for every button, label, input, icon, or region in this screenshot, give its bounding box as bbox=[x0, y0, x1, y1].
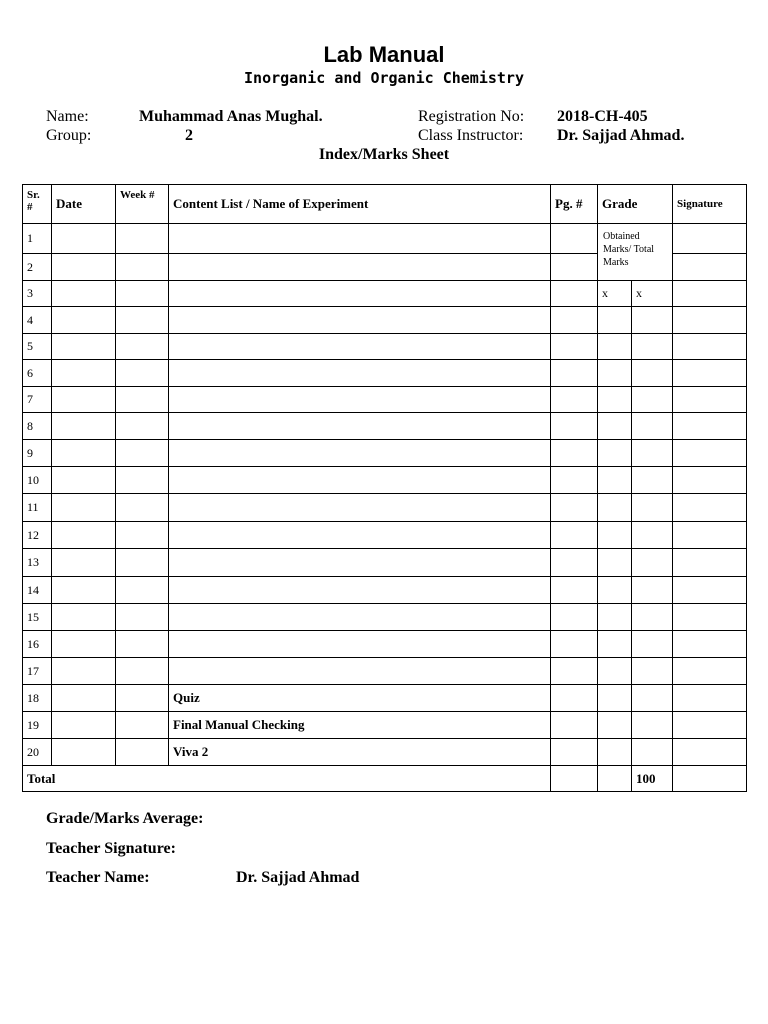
row-week-cell bbox=[116, 387, 169, 413]
total-marks-cell bbox=[632, 467, 673, 494]
header-week: Week # bbox=[116, 185, 169, 224]
row-content-cell bbox=[169, 467, 551, 494]
row-page-cell bbox=[551, 254, 598, 281]
table-row bbox=[23, 281, 747, 307]
table-row bbox=[23, 467, 747, 494]
row-week-cell bbox=[116, 604, 169, 631]
row-content-cell bbox=[169, 440, 551, 467]
row-week-cell bbox=[116, 494, 169, 522]
row-signature-cell bbox=[673, 307, 747, 334]
row-content-cell bbox=[169, 494, 551, 522]
row-date-cell bbox=[52, 334, 116, 360]
row-signature-cell bbox=[673, 254, 747, 281]
row-content-cell bbox=[169, 387, 551, 413]
row-date-cell bbox=[52, 281, 116, 307]
header-signature: Signature bbox=[673, 185, 747, 224]
total-marks-cell bbox=[632, 307, 673, 334]
row-page-cell bbox=[551, 387, 598, 413]
row-sr-cell: 1 bbox=[23, 224, 52, 254]
registration-label: Registration No: bbox=[418, 108, 525, 125]
obtained-marks-cell: x bbox=[598, 281, 632, 307]
row-week-cell bbox=[116, 413, 169, 440]
row-week-cell bbox=[116, 712, 169, 739]
row-content-cell bbox=[169, 658, 551, 685]
row-signature-cell bbox=[673, 413, 747, 440]
row-page-cell bbox=[551, 685, 598, 712]
row-date-cell bbox=[52, 360, 116, 387]
row-page-cell bbox=[551, 577, 598, 604]
row-sr-cell: 5 bbox=[23, 334, 52, 360]
total-marks-cell bbox=[632, 522, 673, 549]
row-week-cell bbox=[116, 685, 169, 712]
obtained-marks-cell bbox=[598, 360, 632, 387]
row-content-cell bbox=[169, 577, 551, 604]
group-value: 2 bbox=[185, 127, 193, 144]
row-page-cell bbox=[551, 604, 598, 631]
row-page-cell bbox=[551, 307, 598, 334]
row-content-cell: Final Manual Checking bbox=[169, 712, 551, 739]
total-marks-cell bbox=[632, 440, 673, 467]
table-row bbox=[23, 631, 747, 658]
row-date-cell bbox=[52, 467, 116, 494]
row-page-cell bbox=[551, 522, 598, 549]
row-page-cell bbox=[551, 413, 598, 440]
row-signature-cell bbox=[673, 577, 747, 604]
row-date-cell bbox=[52, 494, 116, 522]
row-date-cell bbox=[52, 604, 116, 631]
header-grade: Grade bbox=[598, 185, 673, 224]
total-marks-cell bbox=[632, 712, 673, 739]
row-week-cell bbox=[116, 360, 169, 387]
obtained-marks-cell bbox=[598, 307, 632, 334]
row-date-cell bbox=[52, 254, 116, 281]
row-date-cell bbox=[52, 224, 116, 254]
row-signature-cell bbox=[673, 549, 747, 577]
name-label: Name: bbox=[46, 108, 89, 125]
table-row bbox=[23, 604, 747, 631]
row-content-cell bbox=[169, 334, 551, 360]
marks-note-cell: Obtained Marks/ Total Marks bbox=[598, 224, 673, 281]
obtained-marks-cell bbox=[598, 549, 632, 577]
row-signature-cell bbox=[673, 467, 747, 494]
table-row bbox=[23, 334, 747, 360]
table-row bbox=[23, 387, 747, 413]
table-row bbox=[23, 712, 747, 739]
row-page-cell bbox=[551, 360, 598, 387]
total-marks-cell bbox=[632, 413, 673, 440]
row-date-cell bbox=[52, 307, 116, 334]
obtained-marks-cell bbox=[598, 604, 632, 631]
table-row bbox=[23, 494, 747, 522]
row-week-cell bbox=[116, 739, 169, 766]
row-week-cell bbox=[116, 577, 169, 604]
teacher-name-value: Dr. Sajjad Ahmad bbox=[236, 869, 360, 886]
row-content-cell bbox=[169, 522, 551, 549]
table-row bbox=[23, 440, 747, 467]
row-sr-cell: 18 bbox=[23, 685, 52, 712]
row-content-cell bbox=[169, 224, 551, 254]
obtained-marks-cell bbox=[598, 658, 632, 685]
header-sr: Sr. # bbox=[23, 185, 52, 224]
total-signature-cell bbox=[673, 766, 747, 792]
row-date-cell bbox=[52, 413, 116, 440]
row-signature-cell bbox=[673, 224, 747, 254]
table-header-row bbox=[23, 185, 747, 224]
row-page-cell bbox=[551, 658, 598, 685]
row-page-cell bbox=[551, 334, 598, 360]
row-date-cell bbox=[52, 631, 116, 658]
obtained-marks-cell bbox=[598, 522, 632, 549]
total-marks-value-cell: 100 bbox=[632, 766, 673, 792]
row-date-cell bbox=[52, 739, 116, 766]
row-sr-cell: 2 bbox=[23, 254, 52, 281]
row-sr-cell: 3 bbox=[23, 281, 52, 307]
row-date-cell bbox=[52, 685, 116, 712]
table-row bbox=[23, 360, 747, 387]
obtained-marks-cell bbox=[598, 739, 632, 766]
row-signature-cell bbox=[673, 658, 747, 685]
row-page-cell bbox=[551, 440, 598, 467]
total-label-cell: Total bbox=[23, 766, 551, 792]
row-sr-cell: 6 bbox=[23, 360, 52, 387]
obtained-marks-cell bbox=[598, 685, 632, 712]
instructor-label: Class Instructor: bbox=[418, 127, 524, 144]
total-marks-cell bbox=[632, 494, 673, 522]
row-week-cell bbox=[116, 254, 169, 281]
row-week-cell bbox=[116, 334, 169, 360]
row-signature-cell bbox=[673, 712, 747, 739]
row-content-cell bbox=[169, 360, 551, 387]
teacher-signature-label: Teacher Signature: bbox=[46, 840, 176, 857]
row-sr-cell: 15 bbox=[23, 604, 52, 631]
row-signature-cell bbox=[673, 387, 747, 413]
total-marks-cell bbox=[632, 577, 673, 604]
document-subtitle: Inorganic and Organic Chemistry bbox=[244, 69, 524, 87]
row-week-cell bbox=[116, 522, 169, 549]
total-marks-cell bbox=[632, 631, 673, 658]
document-title: Lab Manual bbox=[323, 42, 445, 67]
total-row bbox=[23, 766, 747, 792]
row-week-cell bbox=[116, 631, 169, 658]
instructor-value: Dr. Sajjad Ahmad. bbox=[557, 127, 685, 144]
row-sr-cell: 8 bbox=[23, 413, 52, 440]
table-row bbox=[23, 685, 747, 712]
table-row bbox=[23, 224, 747, 254]
obtained-marks-cell bbox=[598, 494, 632, 522]
row-page-cell bbox=[551, 281, 598, 307]
row-sr-cell: 14 bbox=[23, 577, 52, 604]
marks-table bbox=[22, 184, 747, 792]
row-week-cell bbox=[116, 467, 169, 494]
total-obtained-cell bbox=[598, 766, 632, 792]
row-date-cell bbox=[52, 658, 116, 685]
row-content-cell bbox=[169, 413, 551, 440]
row-week-cell bbox=[116, 281, 169, 307]
total-page-cell bbox=[551, 766, 598, 792]
grade-average-label: Grade/Marks Average: bbox=[46, 810, 204, 827]
obtained-marks-cell bbox=[598, 440, 632, 467]
row-sr-cell: 19 bbox=[23, 712, 52, 739]
row-page-cell bbox=[551, 467, 598, 494]
total-marks-cell bbox=[632, 549, 673, 577]
total-marks-cell bbox=[632, 334, 673, 360]
total-marks-cell bbox=[632, 604, 673, 631]
obtained-marks-cell bbox=[598, 334, 632, 360]
row-sr-cell: 4 bbox=[23, 307, 52, 334]
row-sr-cell: 12 bbox=[23, 522, 52, 549]
row-content-cell bbox=[169, 307, 551, 334]
sheet-title: Index/Marks Sheet bbox=[318, 146, 450, 163]
row-signature-cell bbox=[673, 631, 747, 658]
table-row bbox=[23, 739, 747, 766]
row-signature-cell bbox=[673, 522, 747, 549]
table-row bbox=[23, 522, 747, 549]
row-signature-cell bbox=[673, 334, 747, 360]
name-value: Muhammad Anas Mughal. bbox=[139, 108, 323, 125]
obtained-marks-cell bbox=[598, 387, 632, 413]
row-signature-cell bbox=[673, 604, 747, 631]
row-sr-cell: 11 bbox=[23, 494, 52, 522]
row-page-cell bbox=[551, 494, 598, 522]
row-page-cell bbox=[551, 549, 598, 577]
row-date-cell bbox=[52, 387, 116, 413]
row-sr-cell: 20 bbox=[23, 739, 52, 766]
table-row bbox=[23, 307, 747, 334]
row-page-cell bbox=[551, 712, 598, 739]
row-signature-cell bbox=[673, 281, 747, 307]
row-week-cell bbox=[116, 224, 169, 254]
row-signature-cell bbox=[673, 360, 747, 387]
row-sr-cell: 17 bbox=[23, 658, 52, 685]
row-content-cell: Viva 2 bbox=[169, 739, 551, 766]
row-page-cell bbox=[551, 739, 598, 766]
row-week-cell bbox=[116, 440, 169, 467]
row-content-cell bbox=[169, 281, 551, 307]
total-marks-cell bbox=[632, 387, 673, 413]
row-page-cell bbox=[551, 224, 598, 254]
row-date-cell bbox=[52, 549, 116, 577]
table-row bbox=[23, 549, 747, 577]
total-marks-cell bbox=[632, 360, 673, 387]
row-signature-cell bbox=[673, 685, 747, 712]
row-content-cell bbox=[169, 604, 551, 631]
row-date-cell bbox=[52, 440, 116, 467]
row-sr-cell: 10 bbox=[23, 467, 52, 494]
row-content-cell bbox=[169, 631, 551, 658]
obtained-marks-cell bbox=[598, 577, 632, 604]
row-signature-cell bbox=[673, 440, 747, 467]
row-week-cell bbox=[116, 658, 169, 685]
row-date-cell bbox=[52, 522, 116, 549]
row-content-cell bbox=[169, 254, 551, 281]
table-row bbox=[23, 577, 747, 604]
row-signature-cell bbox=[673, 739, 747, 766]
teacher-name-label: Teacher Name: bbox=[46, 869, 150, 886]
total-marks-cell: x bbox=[632, 281, 673, 307]
obtained-marks-cell bbox=[598, 467, 632, 494]
row-week-cell bbox=[116, 549, 169, 577]
row-page-cell bbox=[551, 631, 598, 658]
table-row bbox=[23, 658, 747, 685]
obtained-marks-cell bbox=[598, 712, 632, 739]
row-content-cell: Quiz bbox=[169, 685, 551, 712]
row-date-cell bbox=[52, 577, 116, 604]
row-sr-cell: 7 bbox=[23, 387, 52, 413]
total-marks-cell bbox=[632, 685, 673, 712]
row-sr-cell: 16 bbox=[23, 631, 52, 658]
row-sr-cell: 9 bbox=[23, 440, 52, 467]
total-marks-cell bbox=[632, 739, 673, 766]
header-page: Pg. # bbox=[551, 185, 598, 224]
total-marks-cell bbox=[632, 658, 673, 685]
header-content: Content List / Name of Experiment bbox=[169, 185, 551, 224]
obtained-marks-cell bbox=[598, 413, 632, 440]
row-week-cell bbox=[116, 307, 169, 334]
group-label: Group: bbox=[46, 127, 92, 144]
obtained-marks-cell bbox=[598, 631, 632, 658]
header-date: Date bbox=[52, 185, 116, 224]
row-sr-cell: 13 bbox=[23, 549, 52, 577]
row-content-cell bbox=[169, 549, 551, 577]
row-date-cell bbox=[52, 712, 116, 739]
row-signature-cell bbox=[673, 494, 747, 522]
registration-value: 2018-CH-405 bbox=[557, 108, 648, 125]
table-row bbox=[23, 413, 747, 440]
